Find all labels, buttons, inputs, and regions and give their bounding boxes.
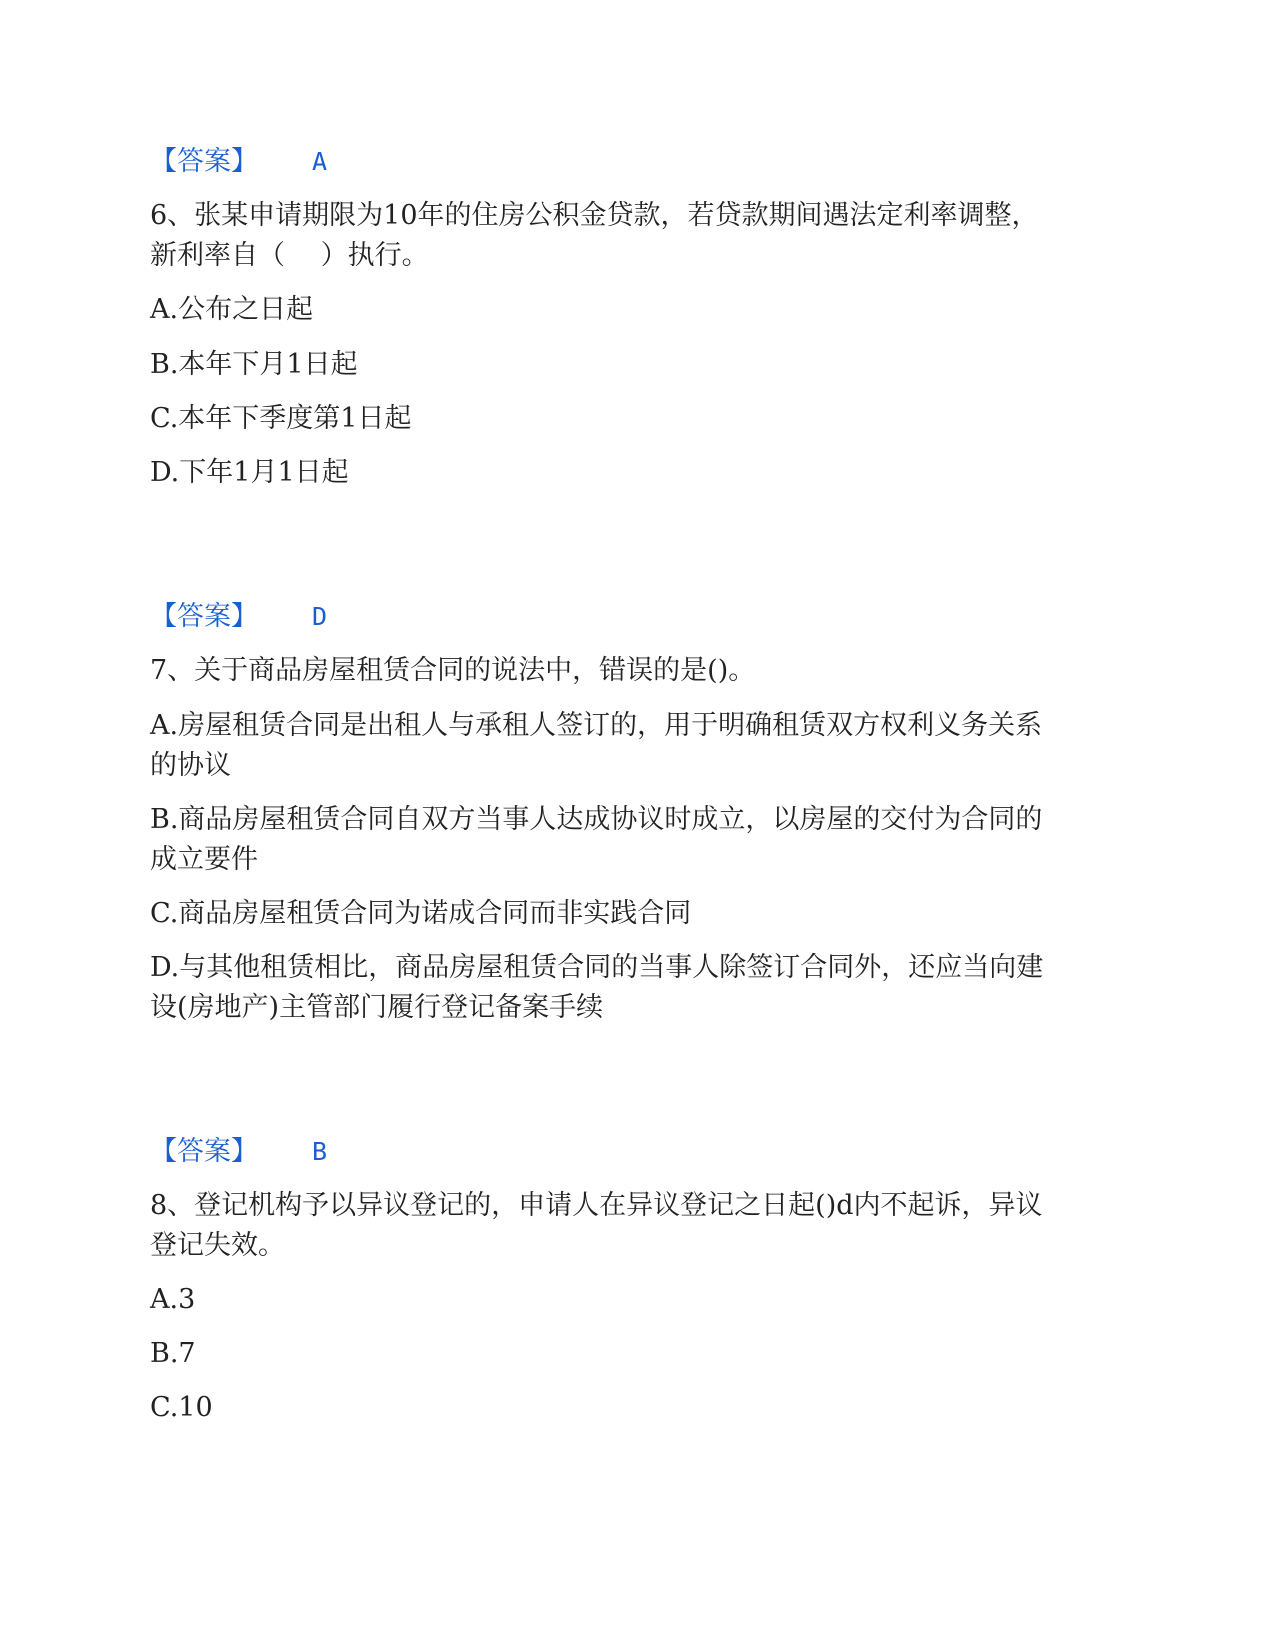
question-7-option-a-cont: 的协议 xyxy=(150,750,231,781)
question-7-option-c: C.商品房屋租赁合同为诺成合同而非实践合同 xyxy=(150,898,692,929)
question-7-option-a: A.房屋租赁合同是出租人与承租人签订的，用于明确租赁双方权利义务关系 xyxy=(150,710,1043,741)
answer-value: D xyxy=(312,602,328,631)
question-7-option-b-cont: 成立要件 xyxy=(150,844,258,875)
question-7-option-b: B.商品房屋租赁合同自双方当事人达成协议时成立，以房屋的交付为合同的 xyxy=(150,804,1043,835)
question-6-option-d: D.下年1月1日起 xyxy=(150,457,349,488)
question-6-stem: 6、张某申请期限为10年的住房公积金贷款，若贷款期间遇法定利率调整， xyxy=(150,200,1039,231)
answer-line xyxy=(150,142,327,182)
answer-label: 【答案】 xyxy=(150,146,258,177)
answer-line xyxy=(150,597,327,637)
question-8-stem: 8、登记机构予以异议登记的，申请人在异议登记之日起()d内不起诉，异议 xyxy=(150,1190,1043,1221)
question-6-stem-cont: 新利率自（ ）执行。 xyxy=(150,240,429,271)
question-8-option-b: B.7 xyxy=(150,1338,196,1369)
question-7-stem: 7、关于商品房屋租赁合同的说法中，错误的是()。 xyxy=(150,655,756,686)
question-8-option-a: A.3 xyxy=(150,1284,196,1315)
question-8-option-c: C.10 xyxy=(150,1392,213,1423)
question-6-option-a: A.公布之日起 xyxy=(150,294,314,325)
question-6-option-b: B.本年下月1日起 xyxy=(150,349,358,380)
answer-value: A xyxy=(312,147,328,176)
question-6-option-c: C.本年下季度第1日起 xyxy=(150,403,412,434)
answer-value: B xyxy=(312,1137,328,1166)
answer-line xyxy=(150,1132,327,1172)
question-7-option-d: D.与其他租赁相比，商品房屋租赁合同的当事人除签订合同外，还应当向建 xyxy=(150,952,1044,983)
answer-label: 【答案】 xyxy=(150,601,258,632)
question-7-option-d-cont: 设(房地产)主管部门履行登记备案手续 xyxy=(150,992,604,1023)
question-8-stem-cont: 登记失效。 xyxy=(150,1230,285,1261)
answer-label: 【答案】 xyxy=(150,1136,258,1167)
